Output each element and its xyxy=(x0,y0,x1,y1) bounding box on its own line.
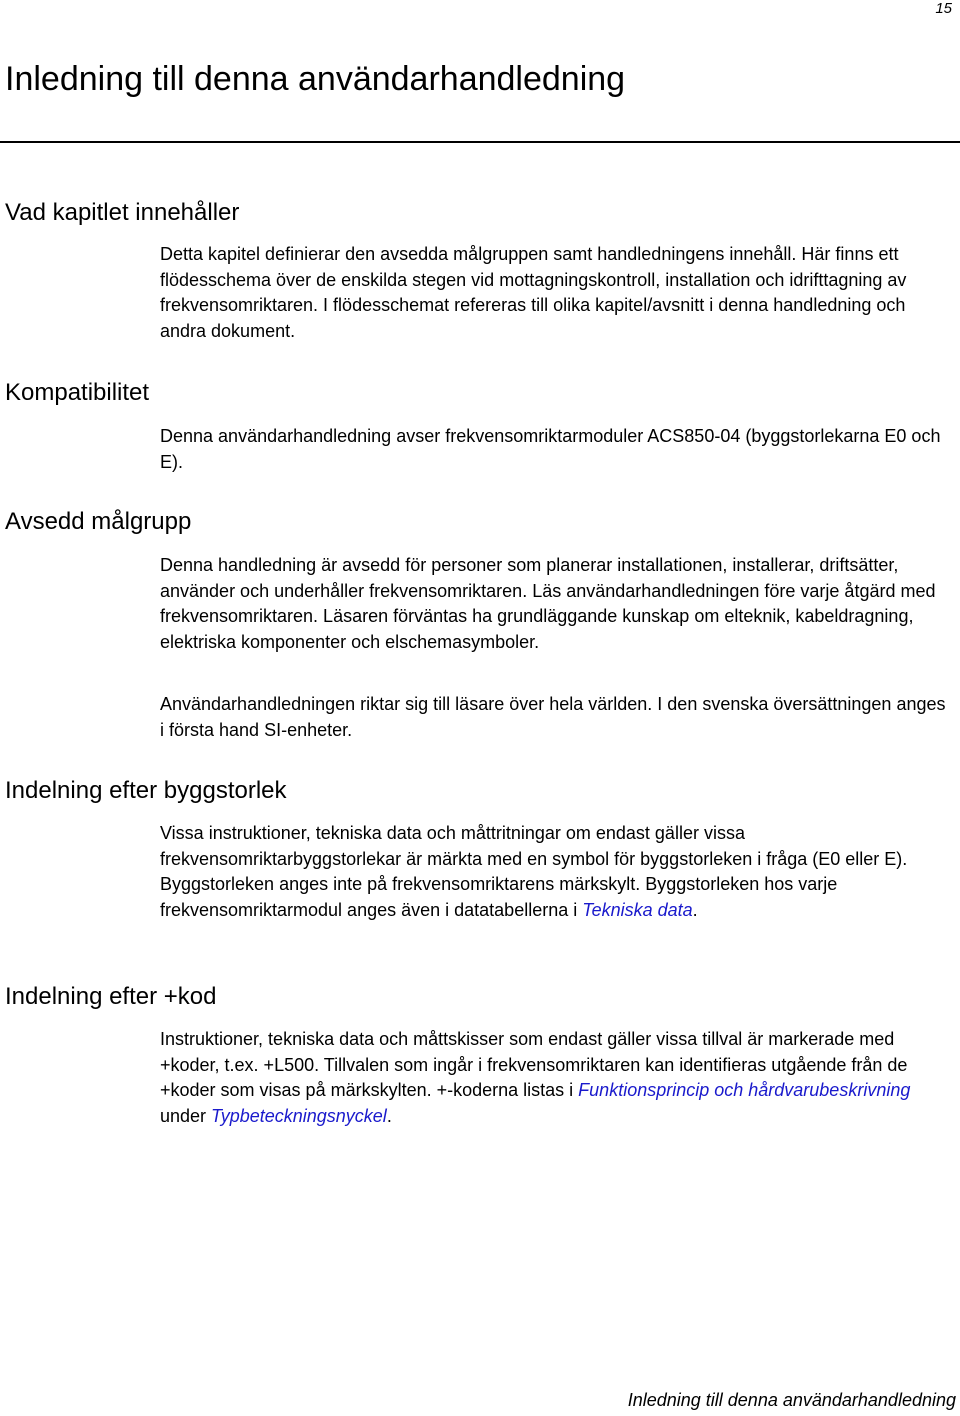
audience-paragraph-1: Denna handledning är avsedd för personer som planerar installationen, installerar, driftsätter, använder och underhåller frekvensomriktaren. Läs användarhandledningen före varje åtgärd med frekvensomriktaren. Läsaren förväntas ha grundläggande kunskap om elteknik, kabeldragning, elektriska komponenter och elschemasymboler. xyxy=(160,555,936,652)
plus-code-text: Instruktioner, tekniska data och måttskisser som endast gäller vissa tillval är markerade med +koder, t.ex. +L500. Tillvalen som ingår i frekvensomriktaren kan identifieras utgående från de +koder som visas på märkskylten. +-koderna listas i xyxy=(160,1029,908,1101)
contents-paragraph: Detta kapitel definierar den avsedda målgruppen samt handledningens innehåll. Här finns ett flödesschema över de enskilda stegen vid mottagningskontroll, installation och idrifttagning av frekvensomriktaren. I flödesschemat refereras till olika kapitel/avsnitt i denna handledning och andra dokument. xyxy=(160,244,907,341)
link-funktionsprincip[interactable]: Funktionsprincip och hårdvarubeskrivning xyxy=(578,1080,911,1101)
frame-size-text: Vissa instruktioner, tekniska data och måttritningar om endast gäller vissa frekvensomriktarbyggstorlekar är märkta med en symbol för byggstorleken i fråga (E0 eller E). Byggstorleken anges inte på frekvensomriktarens märkskylt. Byggstorleken hos varje frekvensomriktarmodul anges även i datatabellerna i xyxy=(160,823,908,920)
section-heading-audience: Avsedd målgrupp xyxy=(5,508,192,535)
title-divider xyxy=(0,141,960,143)
section-heading-plus-code: Indelning efter +kod xyxy=(5,983,217,1010)
page-footer: Inledning till denna användarhandledning xyxy=(627,1390,956,1410)
link-tekniska-data[interactable]: Tekniska data xyxy=(582,899,693,920)
plus-code-paragraph xyxy=(160,1027,950,1129)
frame-size-paragraph xyxy=(160,821,950,923)
section-heading-compatibility: Kompatibilitet xyxy=(5,379,150,406)
frame-size-end: . xyxy=(692,899,698,920)
plus-code-end: . xyxy=(386,1105,392,1126)
plus-code-mid: under xyxy=(160,1105,212,1126)
page-number: 15 xyxy=(935,0,952,17)
compatibility-paragraph: Denna användarhandledning avser frekvensomriktarmoduler ACS850-04 (byggstorlekarna E0 och E). xyxy=(160,426,941,472)
audience-paragraph-2: Användarhandledningen riktar sig till läsare över hela världen. I den svenska översättningen anges i första hand SI-enheter. xyxy=(160,694,946,740)
chapter-title: Inledning till denna användarhandledning xyxy=(5,60,626,98)
section-heading-contents: Vad kapitlet innehåller xyxy=(5,199,240,226)
section-heading-frame-size: Indelning efter byggstorlek xyxy=(5,777,287,804)
link-typbeteckningsnyckel[interactable]: Typbeteckningsnyckel xyxy=(211,1105,387,1126)
